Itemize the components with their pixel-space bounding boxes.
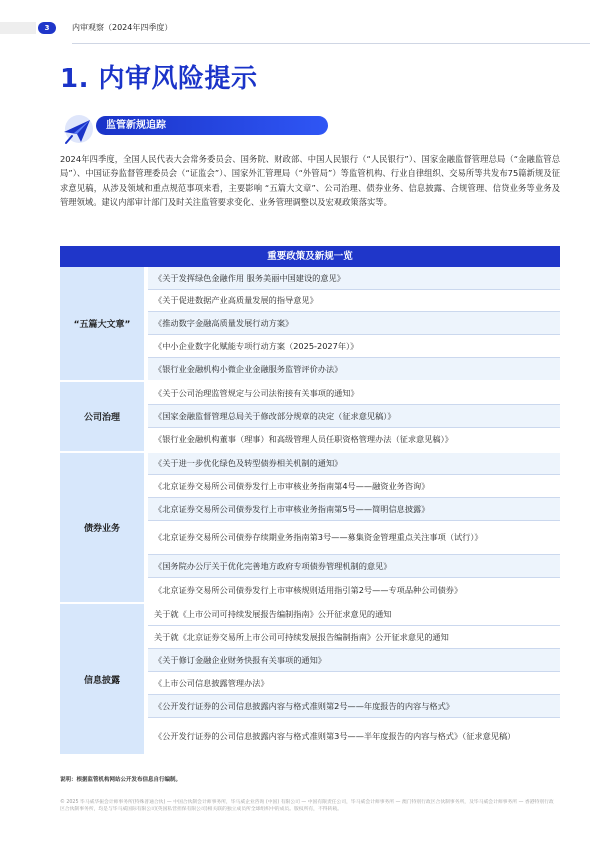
table-row: 《国家金融监督管理总局关于修改部分规章的决定（征求意见稿）》 [148, 405, 560, 428]
table-row: 《上市公司信息披露管理办法》 [148, 672, 560, 695]
section-label: 监管新规追踪 [106, 120, 166, 131]
paper-plane-icon [60, 112, 94, 146]
footnote: 说明：根据监管机构网站公开发布信息自行编制。 [60, 777, 182, 783]
table-row: 《关于公司治理监管规定与公司法衔接有关事项的通知》 [148, 382, 560, 405]
table-row: 关于就《北京证券交易所上市公司可持续发展报告编制指南》公开征求意见的通知 [148, 626, 560, 649]
table-row: 《关于进一步优化绿色及转型债券相关机制的通知》 [148, 453, 560, 475]
table-row: 《北京证券交易所公司债券发行上市审核业务指南第4号——融资业务咨询》 [148, 475, 560, 498]
table-title: 重要政策及新规一览 [60, 246, 560, 267]
table-row: 《公开发行证券的公司信息披露内容与格式准则第2号——年度报告的内容与格式》 [148, 695, 560, 718]
copyright-notice: © 2025 毕马威华振会计师事务所(特殊普通合伙) — 中国合伙制会计师事务所，毕马威企业咨询 (中国) 有限公司 — 中国有限责任公司，毕马威会计师事务所 — 澳门特别行政区合伙制事务所，及毕马威会计师事务所 — 香港特别行政区合伙制事务所，均是与毕马威国际有限公司(英国私营担保有限公司)相关联的独立成员所全球组织中的成员。版权所有，不得转载。 [60, 800, 554, 812]
table-group [60, 604, 560, 754]
table-group [60, 382, 560, 453]
category-cell: 公司治理 [60, 382, 144, 451]
header-divider [72, 43, 590, 44]
table-row: 《推动数字金融高质量发展行动方案》 [148, 312, 560, 335]
table-group [60, 267, 560, 382]
table-row: 《公开发行证券的公司信息披露内容与格式准则第3号——半年度报告的内容与格式》（征求意见稿） [154, 730, 516, 741]
category-cell: “五篇大文章” [60, 267, 144, 380]
category-cell: 债券业务 [60, 453, 144, 602]
category-cell: 信息披露 [60, 604, 144, 754]
table-row: 《北京证券交易所公司债券发行上市审核业务指南第5号——简明信息披露》 [148, 498, 560, 521]
table-row: 关于就《上市公司可持续发展报告编制指南》公开征求意见的通知 [148, 604, 560, 626]
intro-paragraph: 2024年四季度，全国人民代表大会常务委员会、国务院、财政部、中国人民银行（“人民银行”）、国家金融监督管理总局（“金融监管总局”）、中国证券监督管理委员会（“证监会”）、国家外汇管理局（“外管局”）等监管机构、行业自律组织、交易所等共发布75篇新规及征求意见稿，从涉及领域和重点规范事项来看，主要影响 “五篇大文章”、公司治理、债券业务、信息披露、合规管理、信贷业务等业务及管理领域。建议内部审计部门及时关注监管要求变化、业务管理调整以及宏观政策落实等。 [60, 154, 560, 208]
table-row: 《北京证券交易所公司债券发行上市审核规则适用指引第2号——专项品种公司债券》 [154, 584, 463, 595]
table-group [60, 453, 560, 604]
table-row: 《关于发挥绿色金融作用 服务美丽中国建设的意见》 [148, 267, 560, 290]
table-row: 《中小企业数字化赋能专项行动方案（2025-2027年）》 [148, 335, 560, 358]
header-title: 内审观察（2024年四季度） [72, 23, 173, 32]
table-row: 《银行业金融机构小微企业金融服务监管评价办法》 [148, 358, 560, 380]
table-row: 《关于修订金融企业财务快报有关事项的通知》 [148, 649, 560, 672]
table-row: 《北京证券交易所公司债券存续期业务指南第3号——募集资金管理重点关注事项（试行）》 [148, 521, 560, 555]
policy-table [60, 246, 560, 754]
table-row: 《关于促进数据产业高质量发展的指导意见》 [148, 290, 560, 312]
page-number: 3 [38, 22, 56, 34]
header-accent-strip [0, 22, 36, 34]
table-row: 《银行业金融机构董事（理事）和高级管理人员任职资格管理办法（征求意见稿）》 [154, 434, 453, 444]
table-row: 《国务院办公厅关于优化完善地方政府专项债券管理机制的意见》 [148, 555, 560, 578]
page-title: 1. 内审风险提示 [60, 64, 258, 94]
